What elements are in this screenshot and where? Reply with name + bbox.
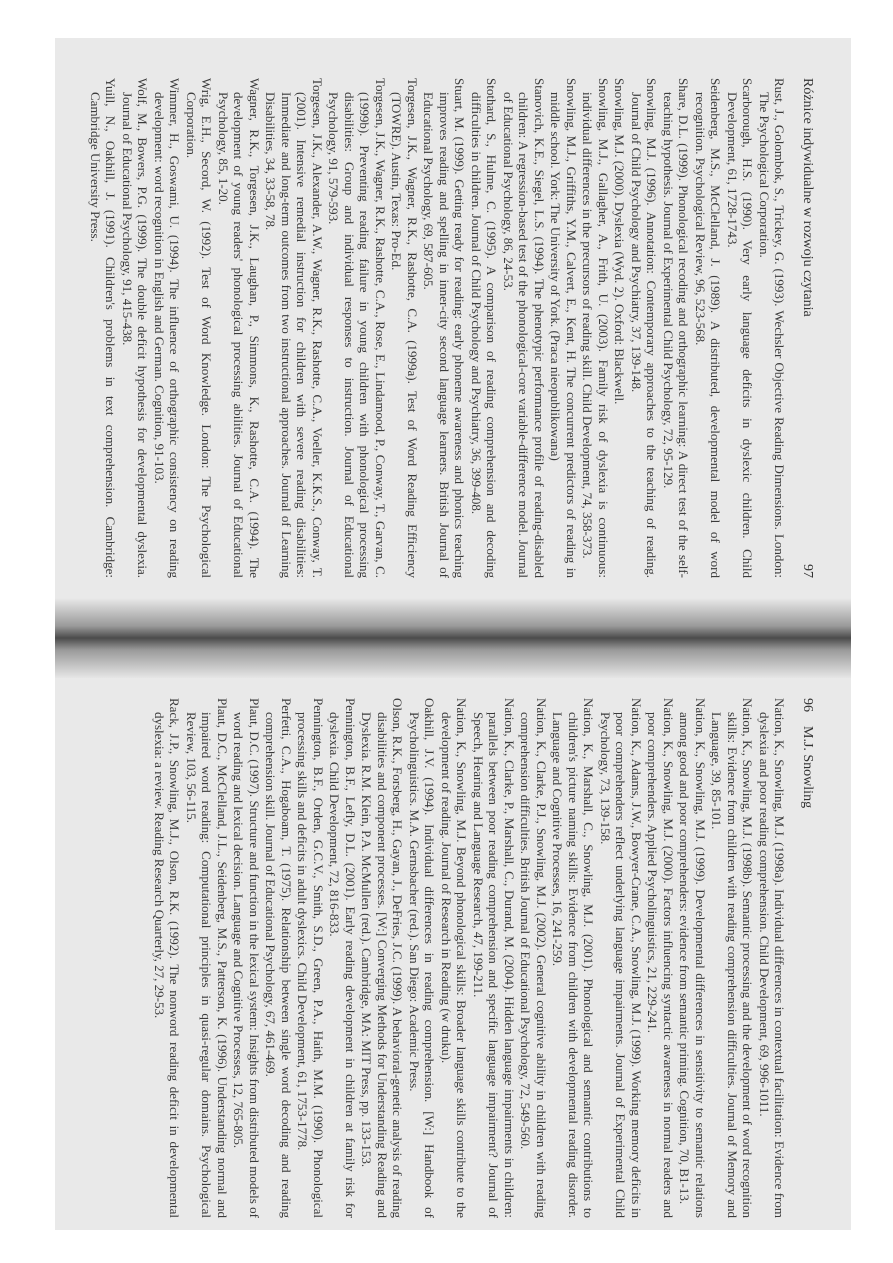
- reference-entry: Yuill, N., Oakhill, J. (1991). Children's problems in text comprehension. Cambridge: Cambridge University Press.: [88, 78, 119, 578]
- reference-entry: Nation, K., Snowling, M.J. Beyond phonological skills: Broader language skills contribute to the development of reading. Journal of Research in Reading (w druku).: [439, 698, 470, 1218]
- page-number: 97: [800, 564, 815, 578]
- running-head-title: M.J. Snowling: [800, 726, 815, 809]
- reference-entry: Pennington, B.F., Lefly, D.L. (2001). Early reading development in children at family risk for dyslexia. Child Development, 72, 816-833.: [327, 698, 358, 1218]
- reference-list: [152, 698, 788, 1218]
- reference-entry: Olson, R.K., Forsberg, H., Gayan, J., DeFries, J.C. (1999). A behavioral-genetic analysis of reading disabilities and component processes. [W:] Converging Methods for Understanding Reading and Dyslexia. R.M. Klein, P.A. McMullen (red.). Cambridge, MA: MIT Press, pp. 133-153.: [359, 698, 406, 1218]
- reference-entry: Torgesen, J.K., Alexander, A.W., Wagner, R.K., Rashotte, C.A., Voeller, K.K.S., Conway, T. (2001). Intensive remedial instruction for children with severe reading disabilities: Immediate and long-term outcomes from two instructional approaches. Journal of Learning Disabilities, 34, 33-58, 78.: [263, 78, 325, 578]
- page-96-text: [115, 698, 815, 1218]
- reference-entry: Torgesen, J.K., Wagner, R.K., Rashotte, C.A. (1999a). Test of Word Reading Efficiency (TOWRE). Austin, Texas: Pro-Ed.: [389, 78, 420, 578]
- running-head: [800, 78, 816, 578]
- reference-entry: Wagner, R.K., Torgesen, J.K., Laughan, P., Simmons, K., Rashotte, C.A. (1994). The development of young readers' phonological processing abilities. Journal of Educational Psychology, 85, 1-20.: [216, 78, 262, 578]
- reference-entry: Nation, K., Clarke, P.J., Snowling, M.J. (2002). General cognitive ability in children with reading comprehension difficulties. British Journal of Educational Psychology, 72, 549-560.: [518, 698, 549, 1218]
- reference-entry: Perfetti, C.A., Hogaboam, T. (1975). Relationship between single word decoding and reading comprehension skill. Journal of Educational Psychology, 67, 461-469.: [263, 698, 294, 1218]
- reference-entry: Nation, K., Adams, J.W., Bowyer-Crane, C.A., Snowling, M.J. (1999). Working memory deficits in poor comprehenders reflect underlying language impairments. Journal of Experimental Child Psychology, 73, 139-158.: [598, 698, 644, 1218]
- reference-entry: Pennington, B.F., Orden, G.C.V., Smith, S.D., Green, P.A., Haith, M.M. (1990). Phonological processing skills and deficits in adult dyslexics. Child Development, 61, 1753-1778.: [295, 698, 326, 1218]
- reference-list: [88, 78, 788, 578]
- book-gutter: [55, 598, 851, 678]
- reference-entry: Wimmer, H., Goswami, U. (1994). The influence of orthographic consistency on reading development: word recognition in English and German. Cognition, 91-103.: [152, 78, 183, 578]
- reference-entry: Nation, K., Snowling, M.J. (2000). Factors influencing syntactic awareness in normal readers and poor comprehenders. Applied Psycholinguistics, 21, 229-241.: [645, 698, 676, 1218]
- reference-entry: Wolf, M., Bowers, P.G. (1999). The double deficit hypothesis for developmental dyslexia. Journal of Educational Psychology, 91, 415-438.: [120, 78, 151, 578]
- reference-entry: Plaut, D.C., McClelland, J.L., Seidenberg, M.S., Patterson, K. (1996). Understanding normal and impaired word reading: Computational principles in quasi-regular domains. Psychological Review, 103, 56-115.: [184, 698, 230, 1218]
- reference-entry: Oakhill, J.V. (1994). Individual differences in reading comprehension. [W:] Handbook of Psycholinguistics. M.A. Gernsbacher (red.). San Diego: Academic Press.: [407, 698, 438, 1218]
- reference-entry: Scarborough, H.S. (1990). Very early language deficits in dyslexic children. Child Development, 61, 1728-1743.: [725, 78, 756, 578]
- reference-entry: Nation, K., Snowling, M.J. (1999). Developmental differences in sensitivity to semantic relations among good and poor comprehenders: evidence from semantic priming. Cognition, 70, B1-13.: [677, 698, 708, 1218]
- reference-entry: Torgesen, J.K., Wagner, R.K., Rashotte, C.A., Rose, E., Lindamood, P., Conway, T., Garvan, C. (1999b). Preventing reading failure in young children with phonological processing disabilities: Group and individual responses to instruction. Journal of Educational Psychology, 91, 579-593.: [326, 78, 388, 578]
- reference-entry: Stuart, M. (1999). Getting ready for reading: early phoneme awareness and phonics teaching improves reading and spelling in inner-city second language learners. British Journal of Educational Psychology, 69, 587-605.: [421, 78, 468, 578]
- reference-entry: Seidenberg, M.S., McClelland, J. (1989). A distributed, developmental model of word recognition. Psychological Review, 96, 523-568.: [693, 78, 724, 578]
- scanned-spread: [55, 38, 851, 1230]
- reference-entry: Snowling, M.J. (1996). Annotation: Contemporary approaches to the teaching of reading. Journal of Child Psychology and Psychiatry, 37, 139-148.: [629, 78, 660, 578]
- reference-entry: Snowling, M.J., Griffiths, Y.M., Calvert, E., Kent, H. The concurrent predictors of reading in middle school. York: The University of York. (Praca nieopublikowana): [548, 78, 579, 578]
- reference-entry: Snowling, M.J., Gallagher, A., Frith, U. (2003). Family risk of dyslexia is continuous: individual differences in the precursors of reading skill. Child Development, 74, 358-373.: [580, 78, 611, 578]
- reference-entry: Nation, K., Snowling, M.J. (1998a). Individual differences in contextual facilitation: Evidence from dyslexia and poor reading comprehension. Child Development, 69, 996-1011.: [757, 698, 788, 1218]
- page-97-text: [88, 78, 815, 578]
- reference-entry: Stothard, S., Hulme, C. (1995). A comparison of reading comprehension and decoding difficulties in children. Journal of Child Psychology and Psychiatry, 36, 399-408.: [469, 78, 500, 578]
- reference-entry: Wrig, E.H., Secord, W. (1992). Test of Word Knowledge. London: The Psychological Corporation.: [184, 78, 215, 578]
- reference-entry: Nation, K., Marshall, C., Snowling, M.J. (2001). Phonological and semantic contributions to children's picture naming skills: Evidence from children with developmental reading disorder. Language and Cognitive Processes, 16, 241-259.: [550, 698, 597, 1218]
- reference-entry: Nation, K., Snowling, M.J. (1998b). Semantic processing and the development of word recognition skills: Evidence from children with reading comprehension difficulties. Journal of Memory and Language, 39, 85-101.: [709, 698, 756, 1218]
- reference-entry: Stanovich, K.E., Siegel, L.S. (1994). The phenotypic performance profile of reading-disabled children: A regression-based test of the phonological-core variable-difference model. Journal of Educational Psychology, 86, 24-53.: [501, 78, 547, 578]
- reference-entry: Share, D.L. (1999). Phonological recoding and orthographic learning: A direct test of the self-teaching hypothesis. Journal of Experimental Child Psychology, 72, 95-129.: [661, 78, 692, 578]
- reference-entry: Snowling, M.J. (2000). Dyslexia (Wyd. 2). Oxford: Blackwell.: [612, 78, 628, 405]
- reference-entry: Rack, J.P., Snowling, M.J., Olson, R.K. (1992). The nonword reading deficit in developmental dyslexia: a review. Reading Research Quarterly, 27, 29-53.: [152, 698, 183, 1218]
- running-head-title: Różnice indywidualne w rozwoju czytania: [800, 78, 815, 317]
- page-number: 96: [800, 698, 815, 712]
- reference-entry: Plaut, D.C. (1997). Structure and function in the lexical system: Insights from distributed models of word reading and lexical decision. Language and Cognitive Processes, 12, 765-805.: [231, 698, 262, 1218]
- running-head: [800, 698, 816, 1218]
- reference-entry: Nation, K., Clarke, P., Marshall, C., Durand, M. (2004). Hidden language impairments in children: parallels between poor reading comprehension and specific language impairment? Journal of Speech, Hearing and Language Research, 47, 199-211.: [471, 698, 517, 1218]
- reference-entry: Rust, J., Golombok, S., Trickey, G. (1993). Wechsler Objective Reading Dimensions. London: The Psychological Corporation.: [757, 78, 788, 578]
